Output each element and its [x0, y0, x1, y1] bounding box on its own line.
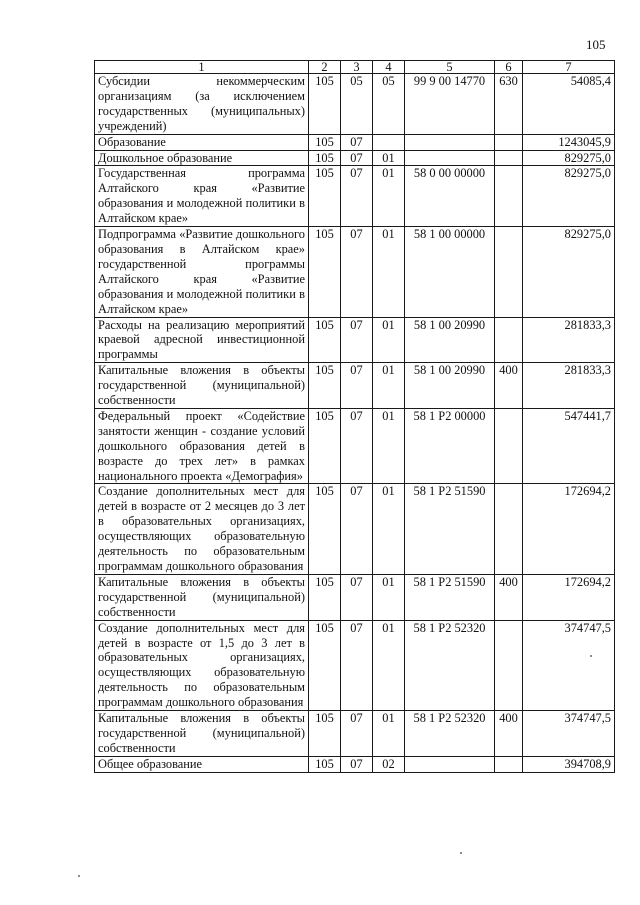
header-col-3: 3 [341, 61, 373, 74]
row-subsection: 02 [373, 756, 405, 772]
row-target: 58 0 00 00000 [405, 166, 495, 227]
row-subsection: 01 [373, 484, 405, 574]
header-col-7: 7 [523, 61, 615, 74]
row-amount: 829275,0 [523, 150, 615, 166]
row-amount: 1243045,9 [523, 134, 615, 150]
scan-speck [460, 852, 462, 854]
table-row [95, 227, 615, 317]
row-name: Образование [95, 134, 309, 150]
row-type: 400 [495, 711, 523, 757]
scan-speck [78, 875, 80, 877]
row-target [405, 756, 495, 772]
header-col-1: 1 [95, 61, 309, 74]
page-number: 105 [586, 37, 606, 52]
table-row [95, 756, 615, 772]
table-row [95, 620, 615, 710]
row-type [495, 227, 523, 317]
row-code: 105 [309, 166, 341, 227]
row-amount: 547441,7 [523, 408, 615, 484]
row-section: 07 [341, 166, 373, 227]
row-amount: 172694,2 [523, 574, 615, 620]
row-type [495, 620, 523, 710]
row-type [495, 756, 523, 772]
header-col-4: 4 [373, 61, 405, 74]
row-target: 99 9 00 14770 [405, 74, 495, 135]
row-amount: 54085,4 [523, 74, 615, 135]
row-section: 05 [341, 74, 373, 135]
header-row [95, 61, 615, 74]
row-target [405, 134, 495, 150]
row-target: 58 1 00 20990 [405, 363, 495, 409]
row-target: 58 1 P2 00000 [405, 408, 495, 484]
row-code: 105 [309, 756, 341, 772]
row-section: 07 [341, 134, 373, 150]
table-row [95, 166, 615, 227]
row-section: 07 [341, 620, 373, 710]
row-code: 105 [309, 74, 341, 135]
table-row [95, 408, 615, 484]
row-target [405, 150, 495, 166]
row-type: 400 [495, 574, 523, 620]
row-name: Субсидии некоммерческим организациям (за исключением государственных (муниципальных) учреждений) [95, 74, 309, 135]
scan-speck [590, 655, 592, 657]
row-type [495, 150, 523, 166]
row-amount: 374747,5 [523, 620, 615, 710]
table-row [95, 574, 615, 620]
row-code: 105 [309, 408, 341, 484]
row-name: Федеральный проект «Содействие занятости женщин - создание условий дошкольного образования детей в возрасте до трех лет» в рамках национального проекта «Демография» [95, 408, 309, 484]
table-row [95, 363, 615, 409]
row-amount: 394708,9 [523, 756, 615, 772]
row-section: 07 [341, 227, 373, 317]
row-amount: 374747,5 [523, 711, 615, 757]
row-target: 58 1 P2 51590 [405, 484, 495, 574]
row-section: 07 [341, 363, 373, 409]
table-row [95, 484, 615, 574]
row-name: Общее образование [95, 756, 309, 772]
row-target: 58 1 00 00000 [405, 227, 495, 317]
header-col-5: 5 [405, 61, 495, 74]
row-subsection: 01 [373, 150, 405, 166]
row-name: Капитальные вложения в объекты государственной (муниципальной) собственности [95, 574, 309, 620]
row-code: 105 [309, 363, 341, 409]
row-subsection: 01 [373, 363, 405, 409]
row-code: 105 [309, 711, 341, 757]
row-name: Капитальные вложения в объекты государственной (муниципальной) собственности [95, 711, 309, 757]
row-amount: 829275,0 [523, 166, 615, 227]
row-subsection: 01 [373, 574, 405, 620]
row-name: Создание дополнительных мест для детей в возрасте от 2 месяцев до 3 лет в образовательных организациях, осуществляющих образовательную деятельность по образовательным программам дошкольного образования [95, 484, 309, 574]
row-code: 105 [309, 620, 341, 710]
row-amount: 829275,0 [523, 227, 615, 317]
row-target: 58 1 P2 52320 [405, 620, 495, 710]
table-row [95, 150, 615, 166]
header-col-2: 2 [309, 61, 341, 74]
row-target: 58 1 00 20990 [405, 317, 495, 363]
row-subsection: 01 [373, 711, 405, 757]
row-subsection: 01 [373, 408, 405, 484]
row-type [495, 408, 523, 484]
row-name: Подпрограмма «Развитие дошкольного образования в Алтайском крае» государственной программы Алтайского края «Развитие образования и молодежной политики в Алтайском крае» [95, 227, 309, 317]
table-body [95, 74, 615, 773]
row-type [495, 166, 523, 227]
table-row [95, 134, 615, 150]
row-code: 105 [309, 150, 341, 166]
table-row [95, 711, 615, 757]
row-subsection: 01 [373, 317, 405, 363]
row-type: 630 [495, 74, 523, 135]
row-section: 07 [341, 484, 373, 574]
row-name: Государственная программа Алтайского края «Развитие образования и молодежной политики в Алтайском крае» [95, 166, 309, 227]
budget-table [94, 60, 615, 773]
table-row [95, 317, 615, 363]
row-type [495, 484, 523, 574]
row-section: 07 [341, 317, 373, 363]
row-section: 07 [341, 711, 373, 757]
row-type [495, 134, 523, 150]
row-section: 07 [341, 574, 373, 620]
row-type: 400 [495, 363, 523, 409]
row-code: 105 [309, 574, 341, 620]
row-name: Капитальные вложения в объекты государственной (муниципальной) собственности [95, 363, 309, 409]
row-type [495, 317, 523, 363]
row-subsection: 01 [373, 227, 405, 317]
row-subsection: 01 [373, 166, 405, 227]
row-amount: 281833,3 [523, 317, 615, 363]
row-section: 07 [341, 408, 373, 484]
row-code: 105 [309, 134, 341, 150]
row-amount: 172694,2 [523, 484, 615, 574]
row-target: 58 1 P2 51590 [405, 574, 495, 620]
row-target: 58 1 P2 52320 [405, 711, 495, 757]
row-name: Создание дополнительных мест для детей в возрасте от 1,5 до 3 лет в образовательных организациях, осуществляющих образовательную деятельность по образовательным программам дошкольного образования [95, 620, 309, 710]
row-section: 07 [341, 150, 373, 166]
row-code: 105 [309, 317, 341, 363]
row-name: Дошкольное образование [95, 150, 309, 166]
row-section: 07 [341, 756, 373, 772]
row-code: 105 [309, 227, 341, 317]
table-row [95, 74, 615, 135]
row-subsection: 05 [373, 74, 405, 135]
row-name: Расходы на реализацию мероприятий краевой адресной инвестиционной программы [95, 317, 309, 363]
header-col-6: 6 [495, 61, 523, 74]
row-code: 105 [309, 484, 341, 574]
row-amount: 281833,3 [523, 363, 615, 409]
row-subsection: 01 [373, 620, 405, 710]
row-subsection [373, 134, 405, 150]
